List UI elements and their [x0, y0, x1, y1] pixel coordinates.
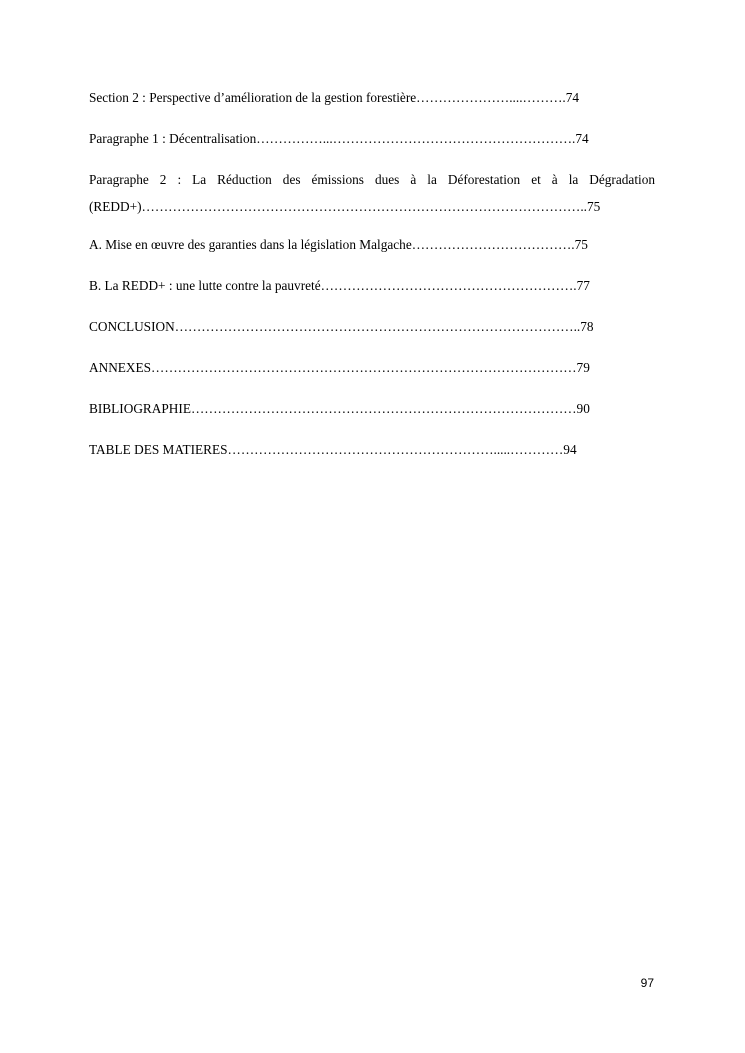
toc-entry-annexes: ANNEXES……………………………………………………………………………………79 — [89, 360, 590, 375]
toc-entry-a-garanties: A. Mise en œuvre des garanties dans la législation Malgache……………………………….75 — [89, 237, 588, 252]
page-number: 97 — [640, 976, 654, 990]
toc-entry-paragraphe-1: Paragraphe 1 : Décentralisation……………...……………………………………………….74 — [89, 131, 589, 146]
toc-entry-b-redd-pauvrete: B. La REDD+ : une lutte contre la pauvreté………………………………………………….77 — [89, 278, 590, 293]
toc-entry-conclusion: CONCLUSION………………………………………………………………………………..78 — [89, 319, 594, 334]
toc-entry-bibliographie: BIBLIOGRAPHIE……………………………………………………………………………90 — [89, 401, 590, 416]
toc-entry-section-2: Section 2 : Perspective d’amélioration de la gestion forestière…………………....……….74 — [89, 90, 580, 105]
table-of-contents — [89, 88, 655, 481]
toc-entry-paragraphe-2: Paragraphe 2 : La Réduction des émissions dues à la Déforestation et à la Dégradation (REDD+)………………………………………………………………………………………..75 — [89, 172, 655, 214]
toc-entry-table-des-matieres: TABLE DES MATIERES…………………………………………………….....…………94 — [89, 442, 577, 457]
